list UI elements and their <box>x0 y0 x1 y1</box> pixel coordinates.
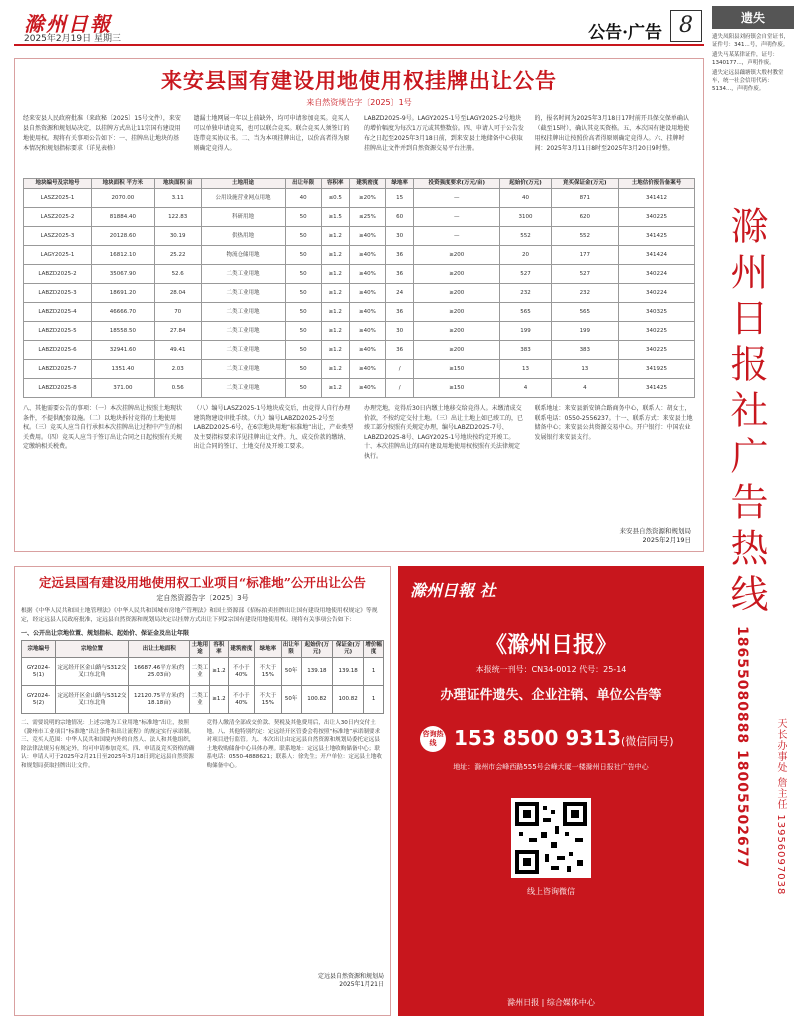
table-cell: ≥40% <box>349 379 385 398</box>
masthead <box>14 6 704 46</box>
newspaper-logo: 滁州日報 <box>24 12 112 36</box>
table-cell: 50 <box>285 246 321 265</box>
phone-note: (微信同号) <box>621 735 674 748</box>
table-cell: 340225 <box>618 322 694 341</box>
table-row <box>22 686 384 714</box>
column-header: 建筑密度 <box>228 641 254 658</box>
table-cell: 340325 <box>618 303 694 322</box>
table-cell: 50 <box>285 303 321 322</box>
table-cell: LASZ2025-2 <box>24 208 92 227</box>
table-cell: 4 <box>500 379 551 398</box>
table-cell: 871 <box>551 189 618 208</box>
table-cell: 565 <box>500 303 551 322</box>
lost-notice-title: 遗失 <box>712 6 794 29</box>
notice-title: 来安县国有建设用地使用权挂牌出让公告 <box>161 68 557 93</box>
table-cell: ≥1.2 <box>321 303 349 322</box>
table-cell: 二类工业用地 <box>201 284 285 303</box>
table-cell: 60 <box>386 208 414 227</box>
table-cell: 32941.60 <box>91 341 154 360</box>
column-header: 宗地位置 <box>56 641 129 658</box>
sign-date: 2025年1月21日 <box>339 981 384 988</box>
hotline-phones: 18655080888 18005502677 <box>734 626 750 869</box>
ad-paper-name: 《滁州日报》 <box>484 632 617 658</box>
table-cell: 18691.20 <box>91 284 154 303</box>
table-cell: ≥40% <box>349 265 385 284</box>
table-cell: 15 <box>386 189 414 208</box>
table-cell: 36 <box>386 246 414 265</box>
table-cell: 二类工业用地 <box>201 341 285 360</box>
table-cell: 383 <box>551 341 618 360</box>
table-cell: ≥1.2 <box>321 265 349 284</box>
table-cell: ≥40% <box>349 284 385 303</box>
column-header: 地块编号及宗地号 <box>24 179 92 189</box>
ad-phone[interactable] <box>454 726 674 750</box>
column-header: 地块面积 平方米 <box>91 179 154 189</box>
table-cell: 100.82 <box>301 686 332 714</box>
section-heading: 一、公开出让宗地位置、规划指标、起始价、保证金及出让年限 <box>21 630 190 637</box>
column-header: 起始价(万元) <box>500 179 551 189</box>
table-cell: 40 <box>500 189 551 208</box>
table-cell: ≥40% <box>349 227 385 246</box>
body-col: 竞得人缴清全部成交价款、契税及其他费用后，出让人30日内交付土地。八、其他特别约定：定远经开区管委会将按照“标准地”承诺制要求对项目进行监管。九、本次出让由定远县自然资源和规划局委托定远县土地收购储备中心具体办理。联系地址：定远县土地收购储备中心；联系电话：0550-4888621；联系人：徐先生；开户单位：定远县土地收购储备中心。 <box>206 720 382 769</box>
newspaper-ad <box>398 566 704 1016</box>
table-cell: 3100 <box>500 208 551 227</box>
table-cell: 27.84 <box>154 322 201 341</box>
table-cell: 100.82 <box>332 686 363 714</box>
table-cell: ≥1.2 <box>321 379 349 398</box>
intro-col: LABZD2025-9号。LAGY2025-1号至LAGY2025-2号地块的增价幅度为每次1万元或其整数倍。四、申请人可于公告发布之日起至2025年3月18日前，到来安县土地储备中心获取挂牌出让文件并到自然资源交易平台注册。 <box>364 115 524 152</box>
table-cell: 13 <box>500 360 551 379</box>
table-cell: ≥1.5 <box>321 208 349 227</box>
table-cell: ≥1.2 <box>321 284 349 303</box>
table-cell: ≥200 <box>414 322 500 341</box>
column-header: 绿地率 <box>255 641 281 658</box>
table-cell: 12120.75平方米(约18.18亩) <box>128 686 190 714</box>
table-cell: ≥40% <box>349 360 385 379</box>
qr-code-icon[interactable] <box>511 798 591 878</box>
table-cell: 3.11 <box>154 189 201 208</box>
table-cell: ≥1.2 <box>210 658 229 686</box>
terms-col: 办理完地，竞得后30日内缴土地移交给竞得人。未缴清成交价款，不按约定交付土地。（三）出让土地上如已竣工的，已竣工部分按照有关规定办理，编号LABZD2025-7号、LABZD2025-8号、LAGY2025-1号地块按约定开竣工。十、本次挂牌出让的国有建设用地使用权按照有关法律规定执行。 <box>364 405 524 460</box>
table-cell: LABZD2025-6 <box>24 341 92 360</box>
table-cell: 341925 <box>618 360 694 379</box>
column-header: 投资强度要求(万元/亩) <box>414 179 500 189</box>
ad-address: 地址：滁州市会峰西路555号会峰大厦一楼滁州日报社广告中心 <box>453 763 649 771</box>
intro-col: 遗漏土地网展一年以上前缺外，均可申请参加竞买。竞买人可以单独申请竞买，也可以联合竞买。联合竞买人须签订的连带竞买协议书。二、当为本项挂牌出让，以价高者得为原则确定竞得人。 <box>193 115 350 152</box>
lost-notice-list <box>712 33 794 93</box>
table-row <box>22 658 384 686</box>
table-cell: 371.00 <box>91 379 154 398</box>
table-cell: ≥40% <box>349 246 385 265</box>
table-cell: ≥1.2 <box>321 246 349 265</box>
table-cell: 50 <box>285 208 321 227</box>
table-cell: 620 <box>551 208 618 227</box>
table-cell: 不大于15% <box>255 658 281 686</box>
table-cell: ≥1.2 <box>321 227 349 246</box>
table-cell: 1 <box>364 686 384 714</box>
notice-intro <box>23 114 695 172</box>
table-cell: 2.03 <box>154 360 201 379</box>
column-header: 绿地率 <box>386 179 414 189</box>
table-cell: — <box>414 189 500 208</box>
dingyuan-land-notice <box>14 566 391 1016</box>
table-cell: 1351.40 <box>91 360 154 379</box>
table-cell: 16812.10 <box>91 246 154 265</box>
table-cell: 不大于15% <box>255 686 281 714</box>
column-header: 土地估价报告备案号 <box>618 179 694 189</box>
table-cell: 不小于40% <box>228 686 254 714</box>
table-row <box>24 303 695 322</box>
body-col: 二、需要说明的宗地情况：上述宗地为工业用地“标准地”出让，按照《滁州市工业项目“标准地”出让条件和出让流程》的规定实行承诺制。三、竞买人范围：中华人民共和国境内外的自然人、法人和其他组织，除法律法规另有规定外，均可申请参加竞买。四、申请及竞买资格的确认：申请人可于2025年2月21日至2025年3月18日到定远县自然资源和规划局获取挂牌出让文件。 <box>21 720 195 769</box>
lost-item: 遗失马某某律证件，证号：1340177...，声明作废。 <box>712 52 779 66</box>
notice-signature <box>21 973 384 989</box>
table-row <box>24 246 695 265</box>
table-cell: LABZD2025-7 <box>24 360 92 379</box>
notice-title: 定远县国有建设用地使用权工业项目“标准地”公开出让公告 <box>39 575 366 590</box>
table-cell: LABZD2025-2 <box>24 265 92 284</box>
table-cell: 565 <box>551 303 618 322</box>
table-cell: 20 <box>500 246 551 265</box>
table-cell: 50年 <box>281 658 301 686</box>
table-cell: 50 <box>285 227 321 246</box>
table-cell: 341425 <box>618 227 694 246</box>
notice-subtitle: 定自然资源告字〔2025〕3号 <box>156 594 249 602</box>
table-cell: GY2024-5(1) <box>22 658 56 686</box>
table-cell: 52.6 <box>154 265 201 284</box>
notice-intro: 根据《中华人民共和国土地管理法》《中华人民共和国城市房地产管理法》和国土资源部《招标拍卖挂牌出让国有建设用地使用权规定》等规定，经定远县人民政府批准，定远县自然资源和规划局决定以挂牌方式出让下列2宗国有建设用地使用权。现将有关事项公告如下： <box>21 608 378 623</box>
table-cell: 50 <box>285 322 321 341</box>
intro-col: 的，报名时间为2025年3月18日17时前开具保交保单确认（截至15时），确认其竞买资格。五、本次国有建设用地使用权挂牌出让按照价高者得原则确定竞得人。六、挂牌时间：2025年3月11日8时至2025年3月20日9时整。 <box>534 115 690 152</box>
terms-col: 联系地址：来安县新安镇合路商务中心，联系人：胡女士，联系电话：0550-2556237。十一、联系方式：来安县土地储备中心；来安县公共资源交易中心。开户银行：中国农业发展银行来安县支行。 <box>534 405 693 441</box>
table-cell: / <box>386 379 414 398</box>
table-cell: 二类工业用地 <box>201 322 285 341</box>
table-cell: 552 <box>551 227 618 246</box>
table-row <box>24 208 695 227</box>
table-cell: LASZ2025-1 <box>24 189 92 208</box>
table-cell: 340225 <box>618 341 694 360</box>
column-header: 出让年限 <box>285 179 321 189</box>
issuer: 定远县自然资源和规划局 <box>317 973 384 980</box>
table-cell: 70 <box>154 303 201 322</box>
column-header: 宗地编号 <box>22 641 56 658</box>
table-cell: 383 <box>500 341 551 360</box>
qr-label: 线上咨询微信 <box>527 887 575 896</box>
table-cell: 二类工业用地 <box>201 265 285 284</box>
table-cell: 340224 <box>618 265 694 284</box>
table-cell: 49.41 <box>154 341 201 360</box>
table-cell: LAGY2025-1 <box>24 246 92 265</box>
table-cell: 232 <box>551 284 618 303</box>
table-cell: LABZD2025-5 <box>24 322 92 341</box>
table-cell: 40 <box>285 189 321 208</box>
table-cell: 不小于40% <box>228 658 254 686</box>
table-cell: 1 <box>364 658 384 686</box>
table-cell: ≥200 <box>414 265 500 284</box>
table-cell: ≥40% <box>349 341 385 360</box>
table-cell: 30 <box>386 322 414 341</box>
parcel-table <box>21 640 384 714</box>
table-cell: 50 <box>285 284 321 303</box>
table-cell: ≥200 <box>414 284 500 303</box>
table-row <box>24 379 695 398</box>
column-header: 出让年限 <box>281 641 301 658</box>
column-header: 起始价(万元) <box>301 641 332 658</box>
table-cell: ≤0.5 <box>321 189 349 208</box>
table-cell: 232 <box>500 284 551 303</box>
table-cell: 341424 <box>618 246 694 265</box>
table-cell: ≤25% <box>349 208 385 227</box>
column-header: 建筑密度 <box>349 179 385 189</box>
hotline-badge-icon: 咨询热线 <box>420 726 446 752</box>
table-cell: ≥1.2 <box>321 341 349 360</box>
intro-col: 经来安县人民政府批准（来政秘〔2025〕15号文件），来安县自然资源和规划局决定，以挂牌方式出让11宗国有建设用地使用权。现将有关事项公告如下：一、挂牌出让地块的基本情况和规划指标要求（详见表格） <box>23 115 181 152</box>
section-title: 公告·广告 <box>588 23 662 43</box>
table-cell: — <box>414 227 500 246</box>
column-header: 地块面积 亩 <box>154 179 201 189</box>
table-cell: 50 <box>285 341 321 360</box>
table-cell: 30.19 <box>154 227 201 246</box>
land-parcel-table <box>23 178 695 398</box>
table-cell: 50 <box>285 265 321 284</box>
table-cell: 199 <box>500 322 551 341</box>
table-cell: ≥150 <box>414 360 500 379</box>
column-header: 土地用途 <box>190 641 210 658</box>
terms-col: （八）编号LASZ2025-1号地块成交后，由竞得人自行办理建筑物建设审批手续。（九）编号LABZD2025-2号至LABZD2025-6号，在6宗地块用地“标准地”出让，产业类型及主要指标要求详见挂牌出让文件。九、成交价款的缴纳、出让合同的签订、土地交付及开竣工要求。 <box>193 405 354 450</box>
table-row <box>24 341 695 360</box>
table-cell: 36 <box>386 303 414 322</box>
table-cell: 50年 <box>281 686 301 714</box>
table-cell: 18558.50 <box>91 322 154 341</box>
ad-issn: 本报统一刊号：CN34-0012 代号：25-14 <box>475 665 627 674</box>
table-cell: 2070.00 <box>91 189 154 208</box>
table-cell: 30 <box>386 227 414 246</box>
table-cell: 341412 <box>618 189 694 208</box>
issuer: 来安县自然资源和规划局 <box>619 527 691 535</box>
table-cell: ≥200 <box>414 246 500 265</box>
table-row <box>24 227 695 246</box>
table-cell: ≥200 <box>414 303 500 322</box>
table-cell: ≥20% <box>349 189 385 208</box>
table-cell: 527 <box>551 265 618 284</box>
table-cell: 二类工业 <box>190 658 210 686</box>
qr-code-graphic <box>511 798 591 878</box>
table-cell: 28.04 <box>154 284 201 303</box>
table-cell: 二类工业 <box>190 686 210 714</box>
table-cell: 139.18 <box>301 658 332 686</box>
table-cell: 16687.46平方米(约25.03亩) <box>128 658 190 686</box>
column-header: 竞买保证金(万元) <box>551 179 618 189</box>
column-header: 土地用途 <box>201 179 285 189</box>
notice-subtitle: 来自然资规告字〔2025〕1号 <box>306 98 412 107</box>
table-cell: 二类工业用地 <box>201 360 285 379</box>
table-cell: 4 <box>551 379 618 398</box>
table-cell: 527 <box>500 265 551 284</box>
notice-body <box>21 719 384 969</box>
table-cell: 24 <box>386 284 414 303</box>
lost-item: 遗失凤阳县刘府镇会自堂证书，证件号：341...号，声明作废。 <box>712 34 790 48</box>
table-cell: 35067.90 <box>91 265 154 284</box>
table-cell: 公用设施营业网点用地 <box>201 189 285 208</box>
table-cell: 36 <box>386 265 414 284</box>
table-cell: 0.56 <box>154 379 201 398</box>
page-number: 8 <box>670 10 702 42</box>
table-cell: LABZD2025-8 <box>24 379 92 398</box>
right-column <box>712 6 794 1018</box>
table-cell: 122.83 <box>154 208 201 227</box>
table-cell: 二类工业用地 <box>201 379 285 398</box>
column-header: 保证金(万元) <box>332 641 363 658</box>
table-row <box>24 284 695 303</box>
table-cell: 25.22 <box>154 246 201 265</box>
table-cell: 46666.70 <box>91 303 154 322</box>
notice-signature <box>620 527 692 545</box>
table-cell: 供热用地 <box>201 227 285 246</box>
column-header: 容积率 <box>321 179 349 189</box>
table-cell: ≥40% <box>349 322 385 341</box>
sign-date: 2025年2月19日 <box>642 536 691 544</box>
table-row <box>24 265 695 284</box>
lost-item: 遗失定远县藕塘镇大殷村教堂车，统一社会信用代码：5134...，声明作废。 <box>712 70 784 92</box>
table-cell: 199 <box>551 322 618 341</box>
laian-land-notice <box>14 58 704 552</box>
table-cell: 科研用地 <box>201 208 285 227</box>
notice-terms <box>23 404 695 502</box>
table-cell: GY2024-5(2) <box>22 686 56 714</box>
table-cell: 定远经开区金山路与S312交叉口东北角 <box>56 658 129 686</box>
ad-hotline-title: 滁州日报社广告热线 <box>724 206 768 620</box>
table-row <box>24 360 695 379</box>
terms-col: 八、其他需要公告的事项：（一）本次挂牌出让按照土地现状条件，不提供配套设施。（二）以地块拆付竞得的土地使用权。（三）竞买人应当自行承担本次挂牌出让过程中产生的相关费用。（四）竞买人应当于签订出让合同之日起按照有关规定缴纳相关税费。 <box>23 405 183 450</box>
table-cell: 36 <box>386 341 414 360</box>
table-cell: 物流仓储用地 <box>201 246 285 265</box>
column-header: 增价幅度 <box>364 641 384 658</box>
table-cell: ≥40% <box>349 303 385 322</box>
table-cell: ≥1.2 <box>321 322 349 341</box>
phone-number: 153 8500 9313 <box>454 726 622 750</box>
table-cell: ≥150 <box>414 379 500 398</box>
table-cell: 二类工业用地 <box>201 303 285 322</box>
table-cell: / <box>386 360 414 379</box>
table-cell: ≥1.2 <box>321 360 349 379</box>
table-cell: 81884.40 <box>91 208 154 227</box>
table-cell: 13 <box>551 360 618 379</box>
tianchang-contact: 天长办事处 詹主任 13956097038 <box>775 718 786 896</box>
table-cell: 50 <box>285 360 321 379</box>
table-cell: 定远经开区金山路与S312交叉口东北角 <box>56 686 129 714</box>
issue-date: 2025年2月19日 星期三 <box>24 34 121 44</box>
table-cell: 552 <box>500 227 551 246</box>
table-row <box>24 189 695 208</box>
table-cell: ≥200 <box>414 341 500 360</box>
table-cell: 340224 <box>618 284 694 303</box>
table-cell: 20128.60 <box>91 227 154 246</box>
table-row <box>24 322 695 341</box>
table-cell: LABZD2025-3 <box>24 284 92 303</box>
table-cell: — <box>414 208 500 227</box>
ad-logo: 滁州日報 社 <box>410 581 496 600</box>
table-cell: 340225 <box>618 208 694 227</box>
table-cell: 177 <box>551 246 618 265</box>
table-cell: 139.18 <box>332 658 363 686</box>
table-cell: 50 <box>285 379 321 398</box>
ad-footer: 滁州日报 | 综合媒体中心 <box>507 998 595 1007</box>
table-cell: LASZ2025-3 <box>24 227 92 246</box>
table-cell: ≥1.2 <box>210 686 229 714</box>
table-cell: LABZD2025-4 <box>24 303 92 322</box>
column-header: 出让土地面积 <box>128 641 190 658</box>
table-cell: 341425 <box>618 379 694 398</box>
column-header: 容积率 <box>210 641 229 658</box>
ad-slogan: 办理证件遗失、企业注销、单位公告等 <box>440 688 662 703</box>
